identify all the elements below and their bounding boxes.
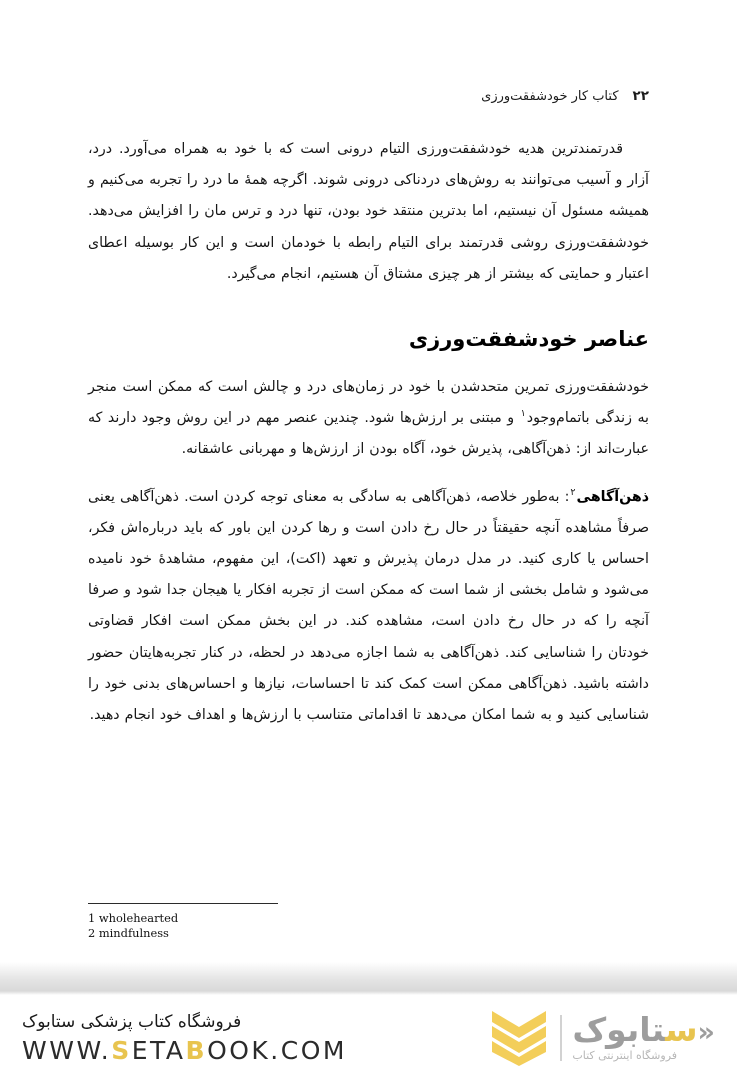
footnote-block — [88, 903, 649, 941]
paragraph-elements-text-a: خودشفقت‌ورزی تمرین متحدشدن با خود در زمان‌های درد و چالش است که ممکن است منجر به زندگی باتمام‌وجود — [88, 379, 649, 427]
paragraph-intro — [88, 134, 649, 290]
url-prefix: WWW. — [22, 1035, 112, 1065]
url-accent-s: S — [111, 1035, 132, 1065]
section-heading: عناصر خودشفقت‌ورزی — [408, 327, 649, 352]
logo-wordmark — [572, 1012, 715, 1063]
footnote-marker-1: ۱ — [520, 408, 526, 420]
footer-gradient-band — [0, 962, 737, 995]
site-url[interactable] — [22, 1036, 347, 1066]
footnote-item: 2 mindfulness — [88, 926, 169, 940]
logo-subtitle: فروشگاه اینترنتی کتاب — [572, 1049, 678, 1062]
site-tagline: فروشگاه کتاب پزشکی ستابوک — [22, 1011, 242, 1032]
term-mindfulness: ذهن‌آگاهی — [576, 488, 649, 505]
paragraph-elements — [88, 372, 649, 466]
url-mid: ETA — [131, 1035, 186, 1065]
page-textblock — [88, 134, 649, 731]
logo-divider — [560, 1015, 562, 1061]
paragraph-mindfulness-text: : به‌طور خلاصه، ذهن‌آگاهی به سادگی به معنای توجه کردن است. ذهن‌آگاهی یعنی صرفاً مشاهده آنچه حقیقتاً در حال رخ دادن است و رها کردن این باور که باید درباره‌اش فکر، احساس یا کاری کنید. در مدل درمان پذیرش و تعهد (اکت)، این مفهوم، مشاهدهٔ خود نامیده می‌شود و شامل بخشی از شما است که ممکن است از تجربه افکار یا هیجان جدا شود و صرفا آنچه را که در حال رخ دادن است، مشاهده کند. در این بخش ممکن است افکار قضاوتی خودتان را شناسایی کند. ذهن‌آگاهی به شما اجازه می‌دهد در لحظه، در کنار تجربه‌هایتان حضور داشته باشید. ذهن‌آگاهی ممکن است کمک کند تا احساسات، نیازها و احساس‌های بدنی خود را شناسایی کنید و به شما امکان می‌دهد تا اقداماتی متناسب با ارزش‌ها و اهداف خود انجام دهید. — [88, 488, 649, 724]
logo-wordmark-text — [572, 1012, 715, 1051]
paragraph-elements-text-b: و مبتنی بر ارزش‌ها شود. چندین عنصر مهم در این روش وجود دارند که عبارت‌اند از: ذهن‌آگاهی، پذیرش خود، آگاه بودن از ارزش‌ها و مهربانی عاشقانه. — [88, 410, 649, 458]
paragraph-mindfulness — [88, 482, 649, 732]
paragraph-intro-text: قدرتمندترین هدیه خودشفقت‌ورزی التیام درونی است که با خود به همراه می‌آورد. درد، آزار و آسیب می‌توانند به روش‌های دردناکی درونی شوند. اگرچه همهٔ ما درد را تجربه می‌کنیم و همیشه مسئول آن نیستیم، اما بدترین منتقد خود بودن، تنها درد و ترس مان را افزایش می‌دهد. خودشفقت‌ورزی روشی قدرتمند برای التیام رابطه با خودمان است و این کار بوسیله اعطای اعتبار و حمایتی که بیشتر از هر چیزی مشتاق آن هستیم، انجام می‌گیرد. — [88, 141, 649, 282]
url-suffix: OOK.COM — [207, 1035, 347, 1065]
logo-word-main: تابوک — [572, 1010, 666, 1049]
site-identity — [22, 1010, 347, 1066]
url-accent-b: B — [185, 1035, 208, 1065]
running-head — [88, 88, 649, 104]
logo-chevron-glyph: « — [697, 1017, 715, 1048]
logo-word-prefix: س — [665, 1010, 698, 1049]
page-number: ۲۲ — [632, 88, 649, 104]
footnote-separator-rule — [88, 903, 278, 904]
site-branding-footer — [0, 995, 737, 1080]
running-head-title: کتاب کار خودشفقت‌ورزی — [481, 89, 619, 104]
footnote-item: 1 wholehearted — [88, 911, 179, 925]
footnote-marker-2: ۲ — [570, 486, 576, 498]
triple-chevron-icon — [488, 1009, 550, 1067]
setabook-logo[interactable] — [488, 1003, 715, 1073]
